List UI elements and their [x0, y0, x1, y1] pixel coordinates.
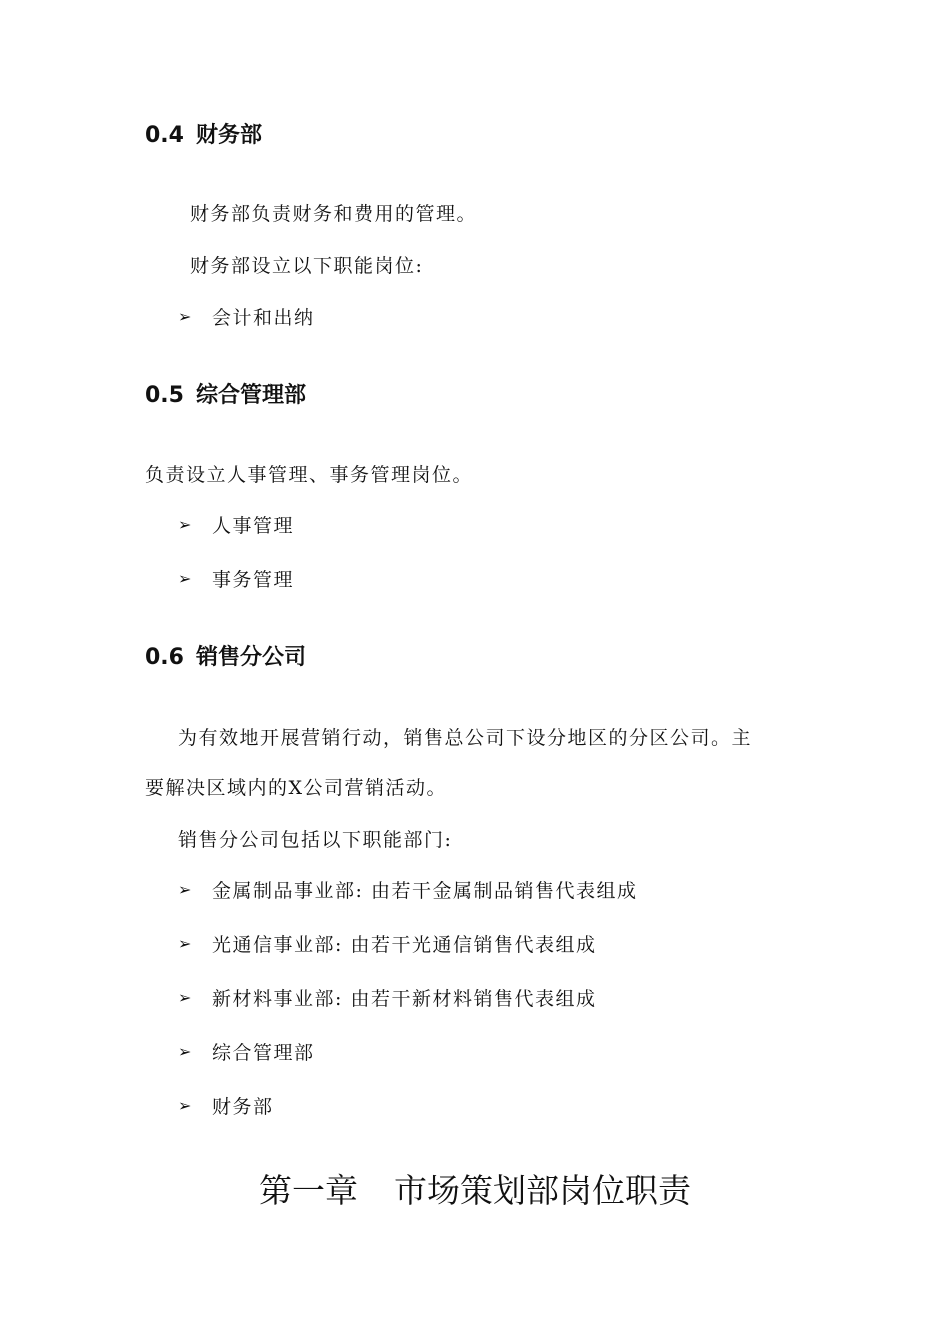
section-title: 销售分公司 — [195, 645, 306, 670]
arrow-bullet-icon: ➢ — [178, 934, 193, 953]
chapter-heading — [0, 1165, 950, 1212]
paragraph: 为有效地开展营销行动，销售总公司下设分地区的分区公司。主 — [178, 727, 753, 749]
list-item: ➢ 金属制品事业部: 由若干金属制品销售代表组成 — [178, 880, 638, 902]
chapter-label: 第一章 — [259, 1171, 358, 1210]
arrow-bullet-icon: ➢ — [178, 1042, 193, 1061]
list-item: ➢ 财务部 — [178, 1096, 274, 1118]
chapter-title: 市场策划部岗位职责 — [394, 1171, 691, 1210]
section-title: 财务部 — [195, 123, 262, 148]
list-item: ➢ 事务管理 — [178, 569, 295, 591]
arrow-bullet-icon: ➢ — [178, 880, 193, 899]
list-item: ➢ 人事管理 — [178, 515, 295, 537]
paragraph: 财务部负责财务和费用的管理。 — [190, 203, 478, 225]
arrow-bullet-icon: ➢ — [178, 1096, 193, 1115]
section-number: 0.6 — [145, 645, 184, 670]
arrow-bullet-icon: ➢ — [178, 569, 193, 588]
section-heading-0-4 — [145, 118, 262, 149]
list-item: ➢ 会计和出纳 — [178, 307, 315, 329]
list-item: ➢ 光通信事业部: 由若干光通信销售代表组成 — [178, 934, 597, 956]
section-number: 0.4 — [145, 123, 184, 148]
arrow-bullet-icon: ➢ — [178, 307, 193, 326]
list-item: ➢ 综合管理部 — [178, 1042, 315, 1064]
arrow-bullet-icon: ➢ — [178, 515, 193, 534]
paragraph: 要解决区域内的X公司营销活动。 — [145, 777, 448, 799]
section-heading-0-6 — [145, 640, 306, 671]
paragraph: 销售分公司包括以下职能部门: — [178, 829, 453, 851]
section-title: 综合管理部 — [195, 383, 306, 408]
section-number: 0.5 — [145, 383, 184, 408]
arrow-bullet-icon: ➢ — [178, 988, 193, 1007]
section-heading-0-5 — [145, 378, 306, 409]
paragraph: 财务部设立以下职能岗位: — [190, 255, 424, 277]
list-item: ➢ 新材料事业部: 由若干新材料销售代表组成 — [178, 988, 597, 1010]
paragraph: 负责设立人事管理、事务管理岗位。 — [145, 464, 474, 486]
